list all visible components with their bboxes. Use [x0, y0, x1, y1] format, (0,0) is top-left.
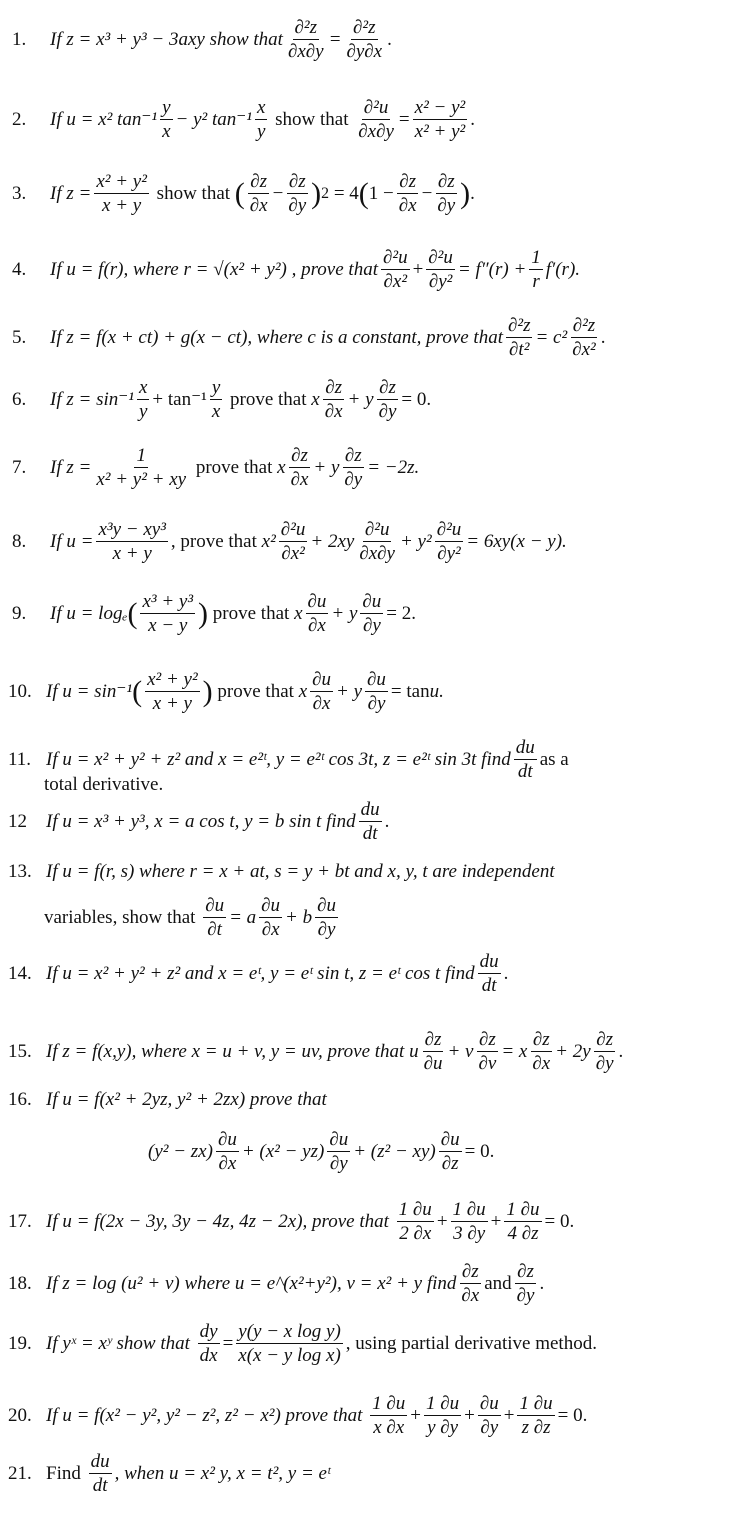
- problem-text: If yˣ = xʸ show that: [46, 1333, 190, 1354]
- problem-6: 6. If z = sin⁻¹ $\frac{x}{y}$ + tan⁻¹ $\frac{y}{x}$ prove that x $\frac{\partial z}{\partial x}$ + y $\frac{\partial z}{\partial y}$ = 0.: [12, 377, 432, 422]
- problem-number: 12: [8, 811, 27, 832]
- problem-13-continuation: variables, show that $\frac{\partial u}{\partial t}$ = a $\frac{\partial u}{\partial x}$ + b $\frac{\partial u}{\partial y}$: [44, 895, 337, 940]
- problem-text: If z =: [50, 457, 92, 478]
- problem-text: If z = f(x + ct) + g(x − ct), where c is a constant, prove that: [50, 327, 503, 348]
- problem-number: 8.: [12, 531, 27, 552]
- problem-7: 7. If z = $\frac{1}{\text{x² + y² + xy}}$ prove that x $\frac{\partial z}{\partial x}$ + y $\frac{\partial z}{\partial y}$ = −2z.: [12, 445, 420, 490]
- problem-number: 7.: [12, 457, 27, 478]
- problem-8: 8. If u = $\frac{\text{x³y − xy³}}{x + y}$ , prove that x² $\frac{\text{∂²u}}{\text{∂x²}}$ + 2xy $\frac{\text{∂²u}}{\partial x\partial y}$ + y² $\frac{\text{∂²u}}{\text{∂y²}}$ = 6xy(x − y).: [12, 519, 567, 564]
- problem-number: 16.: [8, 1089, 32, 1110]
- problem-text: If u = f(r), where r = √(x² + y²) , prove that: [50, 259, 378, 280]
- problem-9: 9. If u = logₑ ( $\frac{\text{x³ + y³}}{x - y}$ ) prove that x $\frac{\partial u}{\partial x}$ + y $\frac{\partial u}{\partial y}$ = 2.: [12, 591, 417, 636]
- problem-number: 19.: [8, 1333, 32, 1354]
- problem-18: 18. If z = log (u² + v) where u = e^(x²+y²), v = x² + y find $\frac{\partial z}{\partial x}$ and $\frac{\partial z}{\partial y}$ .: [8, 1261, 545, 1306]
- problem-text: If u = sin⁻¹: [46, 681, 133, 702]
- fraction: $\frac{\text{∂²z}}{\partial y\partial x}$: [346, 17, 383, 62]
- problem-text: If u = f(2x − 3y, 3y − 4z, 4z − 2x), prove that: [46, 1211, 389, 1232]
- problem-17: 17. If u = f(2x − 3y, 3y − 4z, 4z − 2x), prove that $\frac{1 \partial u}{2 \partial x}$ + $\frac{1 \partial u}{3 \partial y}$ + $\frac{1 \partial u}{4 \partial z}$ = 0.: [8, 1199, 575, 1244]
- problem-number: 10.: [8, 681, 32, 702]
- problem-tail: , when u = x² y, x = t², y = eᵗ: [114, 1463, 331, 1484]
- problem-13: [0, 862, 730, 881]
- problem-text: If u = x³ + y³, x = a cos t, y = b sin t find: [46, 811, 356, 832]
- problem-21: 21. Find $\frac{du}{dt}$ , when u = x² y, x = t², y = eᵗ: [8, 1451, 331, 1496]
- problem-12: 12 If u = x³ + y³, x = a cos t, y = b sin t find $\frac{du}{dt}$ .: [8, 799, 390, 844]
- problem-number: 14.: [8, 963, 32, 984]
- problem-11-continuation: total derivative.: [44, 774, 164, 795]
- problem-number: 2.: [12, 109, 27, 130]
- problem-5: 5. If z = f(x + ct) + g(x − ct), where c is a constant, prove that $\frac{\text{∂²z}}{\text{∂t²}}$ = c² $\frac{\text{∂²z}}{\text{∂x²}}$ .: [12, 315, 606, 360]
- problem-tail: , using partial derivative method.: [345, 1333, 597, 1354]
- problem-text: If u = logₑ: [50, 603, 128, 624]
- problem-2: 2. If u = x² tan⁻¹ $\frac{y}{x}$ − y² tan⁻¹ $\frac{x}{y}$ show that $\frac{\text{∂²u}}{\partial x\partial y}$ = $\frac{\text{x² − y²}}{\text{x² + y²}}$ .: [12, 97, 475, 142]
- problem-16-equation: (y² − zx) $\frac{\partial u}{\partial x}$ + (x² − yz) $\frac{\partial u}{\partial y}$ + (z² − xy) $\frac{\partial u}{\partial z}$ = 0.: [148, 1129, 495, 1174]
- problem-14: 14. If u = x² + y² + z² and x = eᵗ, y = eᵗ sin t, z = eᵗ cos t find $\frac{du}{dt}$ .: [8, 951, 509, 996]
- problem-text: If u = f(r, s) where r = x + at, s = y + bt and x, y, t are independent: [46, 861, 555, 882]
- problem-number: 5.: [12, 327, 27, 348]
- problem-text: If u = x² + y² + z² and x = eᵗ, y = eᵗ sin t, z = eᵗ cos t find: [46, 963, 475, 984]
- problem-number: 3.: [12, 183, 27, 204]
- problem-number: 15.: [8, 1041, 32, 1062]
- problem-10: 10. If u = sin⁻¹ ( $\frac{\text{x² + y²}}{x + y}$ ) prove that x $\frac{\partial u}{\partial x}$ + y $\frac{\partial u}{\partial y}$ = tan u.: [8, 669, 444, 714]
- problem-text: If u = f(x² + 2yz, y² + 2zx) prove that: [46, 1089, 327, 1110]
- problem-16: [0, 1090, 730, 1109]
- problem-text: If u = f(x² − y², y² − z², z² − x²) prove that: [46, 1405, 363, 1426]
- fraction: $\frac{\text{∂²z}}{\partial x\partial y}$: [287, 17, 324, 62]
- problem-11: 11. If u = x² + y² + z² and x = e²ᵗ, y = e²ᵗ cos 3t, z = e²ᵗ sin 3t find $\frac{du}{dt}$ as a: [8, 737, 569, 782]
- problem-number: 9.: [12, 603, 27, 624]
- problem-20: 20. If u = f(x² − y², y² − z², z² − x²) prove that $\frac{1 \partial u}{x \partial x}$ + $\frac{1 \partial u}{y \partial y}$ + $\frac{\partial u}{\partial y}$ + $\frac{1 \partial u}{z \partial z}$ = 0.: [8, 1393, 588, 1438]
- problem-number: 21.: [8, 1463, 32, 1484]
- problem-tail: as a: [539, 749, 569, 770]
- problem-number: 17.: [8, 1211, 32, 1232]
- problem-4: 4. If u = f(r), where r = √(x² + y²) , prove that $\frac{\text{∂²u}}{\text{∂x²}}$ + $\frac{\text{∂²u}}{\text{∂y²}}$ = f″(r) + $\frac{1}{r}$ f′(r).: [12, 247, 581, 292]
- problem-text: If u = x² tan⁻¹: [50, 109, 158, 130]
- problem-number: 18.: [8, 1273, 32, 1294]
- problem-number: 6.: [12, 389, 27, 410]
- problem-16-cont: (y² − zx): [148, 1141, 213, 1162]
- problem-text: If u = x² + y² + z² and x = e²ᵗ, y = e²ᵗ cos 3t, z = e²ᵗ sin 3t find: [46, 749, 511, 770]
- problem-number: 20.: [8, 1405, 32, 1426]
- problem-number: 1.: [12, 29, 27, 50]
- problem-text: If u =: [50, 531, 94, 552]
- problem-13-cont-text: variables, show that: [44, 907, 196, 928]
- problem-number: 11.: [8, 749, 32, 770]
- problem-text: If z = f(x,y), where x = u + v, y = uv, prove that: [46, 1041, 405, 1062]
- problem-number: 4.: [12, 259, 27, 280]
- problem-tail: and: [484, 1273, 512, 1294]
- problem-text: If z = x³ + y³ − 3axy show that: [50, 29, 283, 50]
- problem-text: If z = sin⁻¹: [50, 389, 134, 410]
- problem-19: 19. If yˣ = xʸ show that $\frac{dy}{dx}$ = $\frac{\text{y(y − x log y)}}{\text{x(x − y log x)}}$ , using partial derivative method.: [8, 1321, 597, 1366]
- problem-text: If z = log (u² + v) where u = e^(x²+y²), v = x² + y find: [46, 1273, 457, 1294]
- problem-1: 1. If z = x³ + y³ − 3axy show that $\frac{\text{∂²z}}{\partial x\partial y}$ = $\frac{\text{∂²z}}{\partial y\partial x}$ .: [12, 17, 392, 62]
- problem-number: 13.: [8, 861, 32, 882]
- problem-15: 15. If z = f(x,y), where x = u + v, y = uv, prove that u $\frac{\partial z}{\partial u}$ + v $\frac{\partial z}{\partial v}$ = x $\frac{\partial z}{\partial x}$ + 2y $\frac{\partial z}{\partial y}$ .: [8, 1029, 624, 1074]
- problem-text: Find: [46, 1463, 81, 1484]
- problem-text: If z =: [50, 183, 92, 204]
- problem-3: 3. If z = $\frac{\text{x² + y²}}{x + y}$ show that ( $\frac{\partial z}{\partial x}$ − $\frac{\partial z}{\partial y}$ ) 2 = 4 ( 1 − $\frac{\partial z}{\partial x}$ − $\frac{\partial z}{\partial y}$ ) .: [12, 171, 475, 216]
